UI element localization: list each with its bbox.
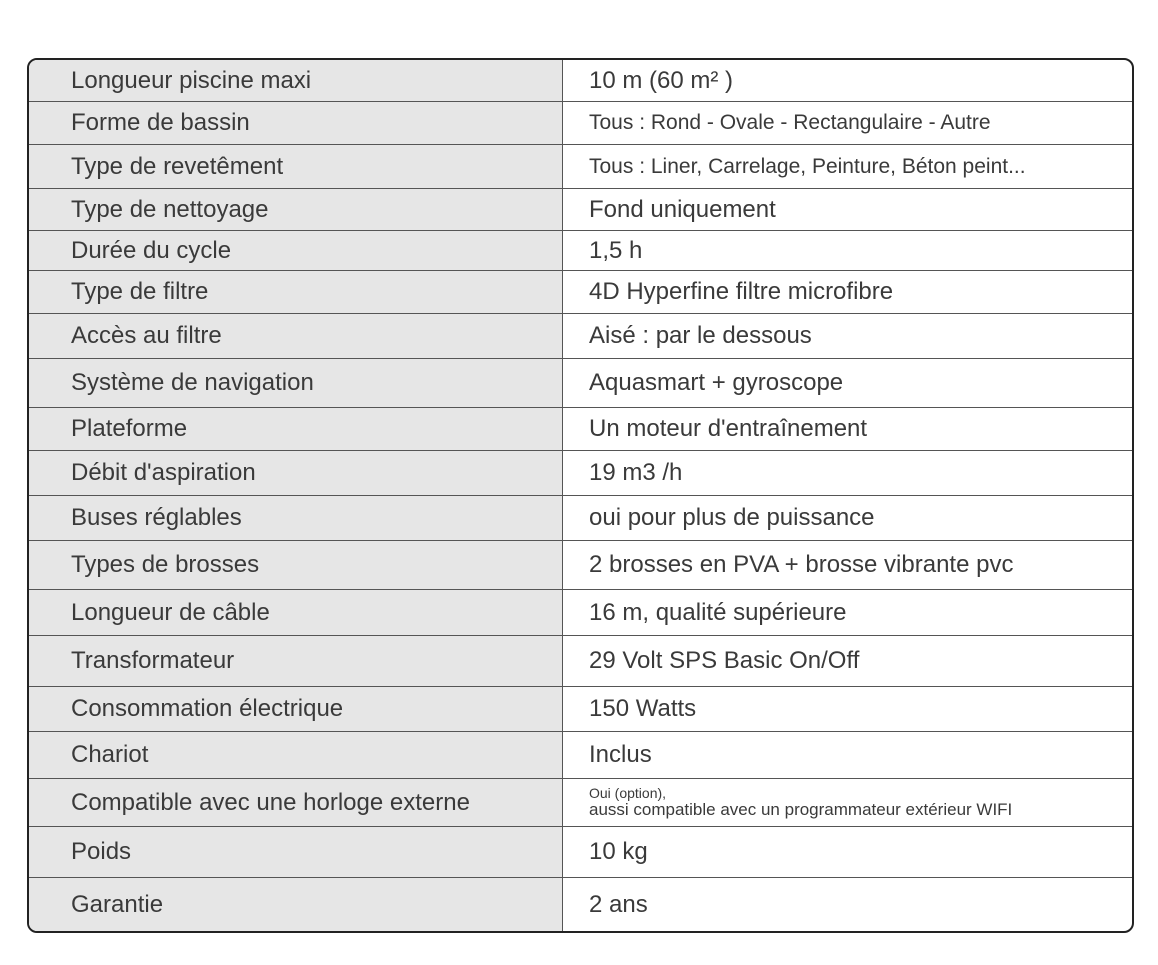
row-value: oui pour plus de puissance: [589, 504, 875, 531]
table-row: [29, 231, 1132, 270]
row-value: 2 brosses en PVA + brosse vibrante pvc: [589, 551, 1014, 578]
row-value: 10 kg: [589, 838, 648, 865]
row-value: 150 Watts: [589, 695, 697, 722]
row-value: Fond uniquement: [589, 195, 776, 223]
row-label: Longueur piscine maxi: [71, 66, 312, 94]
row-label: Transformateur: [71, 647, 235, 674]
row-label: Types de brosses: [71, 551, 260, 578]
row-value: Aisé : par le dessous: [589, 322, 812, 349]
row-value: 2 ans: [589, 890, 648, 918]
table-row: [29, 189, 1132, 230]
row-value-line2: aussi compatible avec un programmateur extérieur WIFI: [589, 799, 1013, 819]
row-label: Type de filtre: [71, 278, 209, 305]
table-row: [29, 145, 1132, 188]
table-row: [29, 541, 1132, 589]
row-value: 4D Hyperfine filtre microfibre: [589, 278, 894, 305]
row-label: Accès au filtre: [71, 322, 222, 349]
row-label: Durée du cycle: [71, 236, 232, 264]
row-value: 16 m, qualité supérieure: [589, 598, 847, 626]
row-label: Garantie: [71, 890, 164, 918]
row-label: Type de nettoyage: [71, 195, 269, 223]
table-row: [29, 636, 1132, 686]
row-label: Buses réglables: [71, 504, 242, 531]
row-label: Chariot: [71, 741, 149, 768]
row-value: Tous : Rond - Ovale - Rectangulaire - Autre: [589, 111, 991, 134]
table-row: [29, 271, 1132, 313]
row-value: 29 Volt SPS Basic On/Off: [589, 647, 860, 674]
table-row: [29, 102, 1132, 144]
row-label: Compatible avec une horloge externe: [71, 788, 470, 816]
table-row: [29, 451, 1132, 495]
table-row: [29, 732, 1132, 778]
row-value: Tous : Liner, Carrelage, Peinture, Béton peint...: [589, 154, 1026, 178]
table-row: [29, 687, 1132, 731]
table-row: [29, 60, 1132, 101]
row-label: Débit d'aspiration: [71, 459, 256, 486]
table-row: [29, 779, 1132, 826]
row-value-line1: Oui (option),: [589, 785, 667, 802]
table-row: [29, 408, 1132, 450]
table-row: [29, 827, 1132, 877]
row-value: 10 m (60 m² ): [589, 66, 734, 94]
table-row: [29, 314, 1132, 358]
row-label: Consommation électrique: [71, 695, 344, 722]
row-label: Système de navigation: [71, 369, 314, 396]
row-label: Longueur de câble: [71, 598, 270, 626]
table-row: [29, 496, 1132, 540]
table-row: [29, 590, 1132, 635]
table-row: [29, 878, 1132, 931]
table-row: [29, 359, 1132, 407]
row-value: Aquasmart + gyroscope: [589, 369, 844, 396]
row-value: Inclus: [589, 741, 652, 768]
row-label: Poids: [71, 838, 132, 865]
spec-table: [27, 58, 1134, 933]
row-value: 19 m3 /h: [589, 459, 683, 486]
row-value: 1,5 h: [589, 236, 643, 264]
row-label: Forme de bassin: [71, 109, 250, 136]
row-value: [589, 779, 1012, 826]
row-value: Un moteur d'entraînement: [589, 415, 868, 442]
row-label: Type de revetêment: [71, 152, 284, 180]
row-label: Plateforme: [71, 415, 188, 442]
